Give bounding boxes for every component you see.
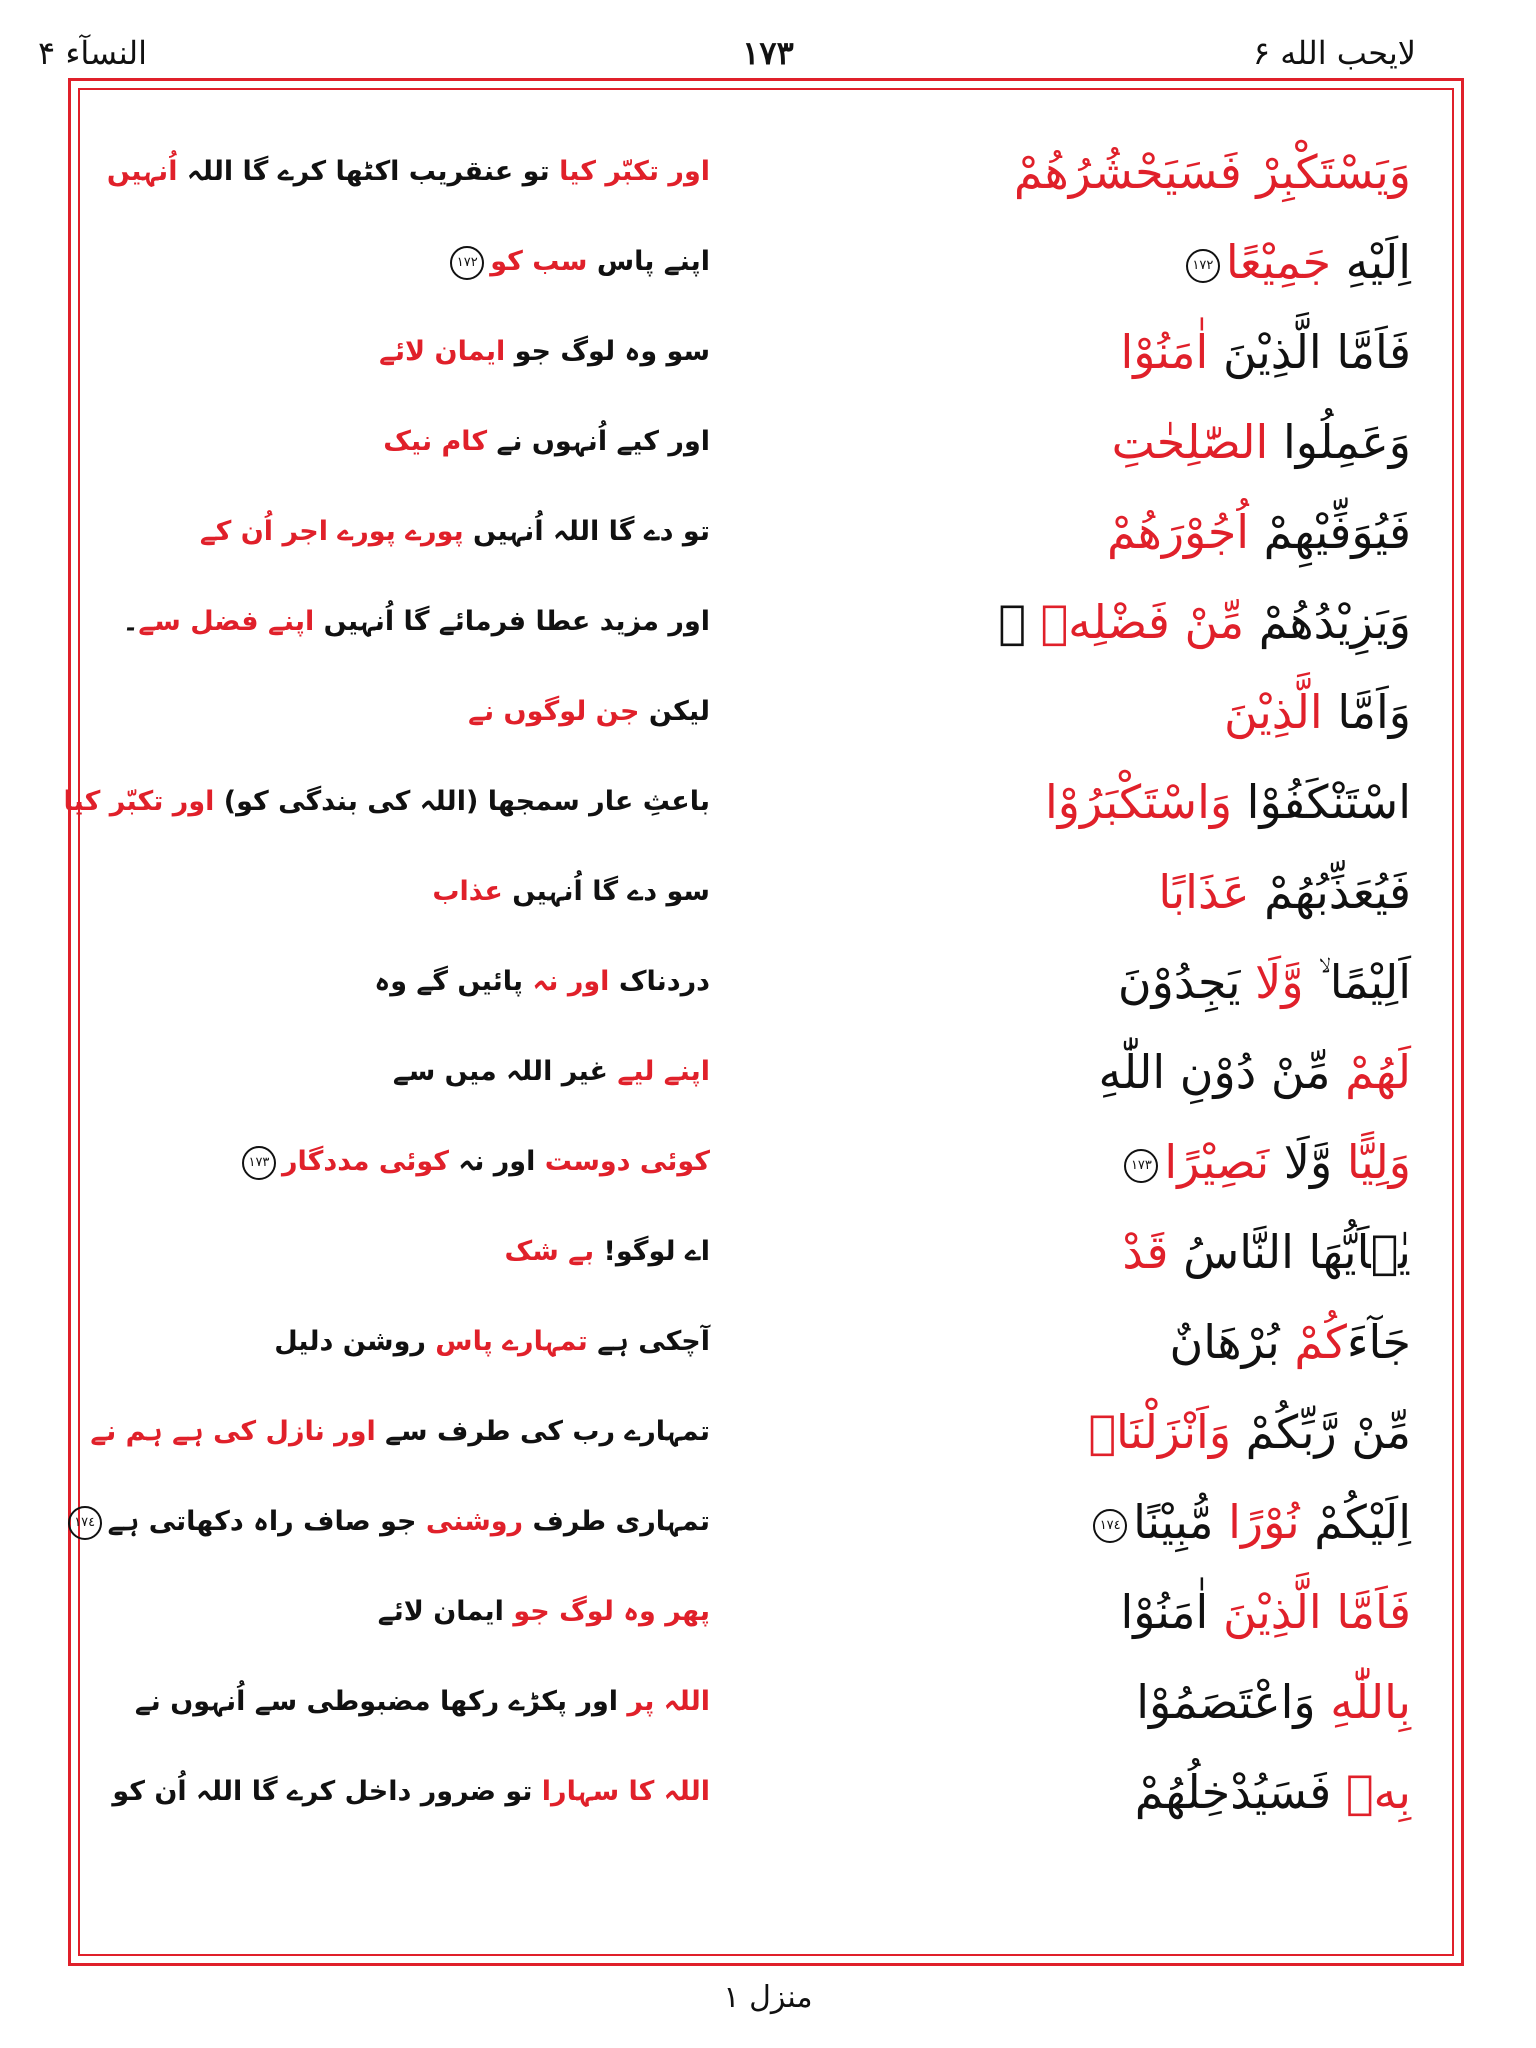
- translation-segment: پورے پورے اجر اُن کے: [199, 516, 464, 547]
- arabic-segment: اٰمَنُوْا: [1120, 1585, 1209, 1639]
- translation-segment: کام نیک: [383, 426, 488, 457]
- arabic-text: [851, 222, 1411, 302]
- arabic-text: [851, 402, 1411, 482]
- arabic-text: [851, 852, 1411, 932]
- arabic-text: [851, 132, 1411, 212]
- urdu-translation: [150, 312, 710, 392]
- translation-segment: سب کو: [490, 246, 588, 277]
- urdu-translation: [150, 402, 710, 482]
- urdu-translation: [150, 942, 710, 1022]
- arabic-segment: اُجُوْرَهُمْ: [1106, 505, 1250, 559]
- arabic-segment: فَاَمَّا الَّذِيْنَ: [1208, 1585, 1411, 1639]
- translation-segment: اپنے فضل سے: [138, 606, 315, 637]
- arabic-text: [851, 1752, 1411, 1832]
- arabic-text: [851, 762, 1411, 842]
- translation-segment: تو عنقریب اکٹھا کرے گا اللہ: [177, 156, 550, 187]
- verse-row: [74, 1482, 1436, 1562]
- arabic-segment: فَيُعَذِّبُهُمْ: [1249, 865, 1411, 919]
- arabic-segment: وَاَمَّا: [1322, 685, 1411, 739]
- arabic-segment: نُوْرًا: [1213, 1495, 1300, 1549]
- verse-row: [90, 1122, 1436, 1202]
- arabic-segment: لَهُمْ: [1330, 1045, 1411, 1099]
- translation-segment: اور تکبّر کیا: [63, 786, 215, 817]
- arabic-segment: نَصِيْرًا: [1164, 1135, 1270, 1189]
- arabic-segment: وَّلَا: [1269, 1135, 1333, 1189]
- urdu-translation: [150, 1572, 710, 1652]
- verse-row: [90, 672, 1436, 752]
- translation-segment: کوئی مددگار: [281, 1146, 449, 1177]
- urdu-translation: [63, 762, 710, 842]
- arabic-text: [851, 672, 1411, 752]
- arabic-text: [851, 312, 1411, 392]
- ayah-number-marker: ١٧٣: [242, 1146, 276, 1180]
- arabic-segment: فَسَيَحْشُرُهُمْ: [1013, 145, 1242, 199]
- translation-segment: اور پکڑے رکھا مضبوطی سے اُنہوں نے: [134, 1686, 619, 1717]
- verse-row: [90, 1032, 1436, 1112]
- translation-segment: اور کیے اُنہوں نے: [487, 426, 710, 457]
- translation-segment: تمہارے رب کی طرف سے: [375, 1416, 710, 1447]
- arabic-segment: جَآءَ: [1346, 1315, 1411, 1369]
- verse-row: [90, 942, 1436, 1022]
- ayah-number-marker: ١٧٤: [1093, 1509, 1127, 1543]
- translation-segment: تو ضرور داخل کرے گا اللہ اُن کو: [112, 1776, 533, 1807]
- arabic-text: [851, 1662, 1411, 1742]
- translation-segment: اور نازل کی ہے ہم نے: [90, 1416, 376, 1447]
- arabic-text: [851, 1572, 1411, 1652]
- arabic-segment: الصّٰلِحٰتِ: [1111, 415, 1269, 469]
- translation-segment: سو دے گا اُنہیں: [502, 876, 710, 907]
- arabic-segment: وَّلَا: [1240, 955, 1304, 1009]
- arabic-text: [851, 942, 1411, 1022]
- translation-segment: پائیں گے وہ: [374, 966, 524, 997]
- verse-row: [63, 762, 1436, 842]
- verse-row: [90, 132, 1436, 212]
- translation-segment: آچکی ہے: [587, 1326, 710, 1357]
- translation-segment: روشن دلیل: [274, 1326, 426, 1357]
- verse-row: [90, 1572, 1436, 1652]
- arabic-segment: كُمْ: [1279, 1315, 1347, 1369]
- verse-row: [90, 1302, 1436, 1382]
- translation-segment: تو دے گا اللہ اُنہیں: [463, 516, 710, 547]
- urdu-translation: [90, 1392, 710, 1472]
- translation-segment: ایمان لائے: [377, 1596, 504, 1627]
- urdu-translation: [134, 1662, 710, 1742]
- arabic-segment: اِلَيْكُمْ: [1299, 1495, 1411, 1549]
- urdu-translation: [150, 1212, 710, 1292]
- urdu-translation: [150, 492, 710, 572]
- translation-segment: عذاب: [432, 876, 503, 907]
- verse-row: [90, 1212, 1436, 1292]
- translation-segment: روشنی: [416, 1506, 524, 1537]
- verse-row: [90, 492, 1436, 572]
- arabic-segment: مِّنْ رَّبِّكُمْ: [1231, 1405, 1411, 1459]
- arabic-segment: وَيَسْتَكْبِرْ: [1241, 145, 1411, 199]
- translation-segment: جن لوگوں نے: [468, 696, 640, 727]
- verse-row: [90, 1392, 1436, 1472]
- ayah-number-marker: ١٧٤: [68, 1506, 102, 1540]
- translation-segment: غیر اللہ میں سے: [392, 1056, 608, 1087]
- urdu-translation: [150, 672, 710, 752]
- arabic-segment: فَسَيُدْخِلُهُمْ: [1134, 1765, 1332, 1819]
- urdu-translation: [150, 1302, 710, 1382]
- translation-segment: تمہارے پاس: [425, 1326, 588, 1357]
- arabic-segment: اسْتَنْكَفُوْا: [1232, 775, 1411, 829]
- translation-segment: اور نہ: [449, 1146, 536, 1177]
- ayah-number-marker: ١٧٣: [1124, 1149, 1158, 1183]
- verse-row: [90, 402, 1436, 482]
- arabic-segment: فَيُوَفِّيْهِمْ: [1249, 505, 1411, 559]
- translation-segment: کوئی دوست: [535, 1146, 710, 1177]
- urdu-translation: [150, 1032, 710, 1112]
- arabic-text: [851, 1122, 1411, 1202]
- urdu-translation: [150, 852, 710, 932]
- page-number: ١٧٣: [742, 34, 794, 72]
- translation-segment: سو وہ لوگ جو: [505, 336, 710, 367]
- verse-row: [90, 582, 1436, 662]
- urdu-translation: [112, 1752, 710, 1832]
- arabic-segment: وَاسْتَكْبَرُوْا: [1044, 775, 1233, 829]
- arabic-segment: وَلِيًّا: [1332, 1135, 1411, 1189]
- translation-segment: اُنہیں: [106, 156, 178, 187]
- arabic-text: [851, 492, 1411, 572]
- verse-row: [90, 1752, 1436, 1832]
- arabic-segment: بِهٖ: [1331, 1765, 1411, 1819]
- arabic-segment: بِاللّٰهِ: [1315, 1675, 1411, 1729]
- arabic-segment: وَاعْتَصَمُوْا: [1136, 1675, 1316, 1729]
- arabic-segment: ۚ: [998, 595, 1041, 649]
- ayah-number-marker: ١٧٢: [450, 246, 484, 280]
- translation-segment: ایمان لائے: [379, 336, 506, 367]
- arabic-segment: مُّبِيْنًا: [1133, 1495, 1214, 1549]
- juz-name-header: لايحب الله ۶: [1252, 34, 1416, 72]
- translation-segment: لیکن: [639, 696, 710, 727]
- urdu-translation: [106, 132, 710, 212]
- translation-segment: ۔: [122, 606, 139, 637]
- arabic-segment: يٰۤاَيُّهَا النَّاسُ: [1168, 1225, 1411, 1279]
- translation-segment: دردناک: [609, 966, 710, 997]
- translation-segment: باعثِ عار سمجھا (اللہ کی بندگی کو): [214, 786, 710, 817]
- arabic-segment: الَّذِيْنَ: [1223, 685, 1323, 739]
- translation-segment: پھر وہ لوگ جو: [503, 1596, 710, 1627]
- arabic-segment: اِلَيْهِ: [1331, 235, 1411, 289]
- urdu-translation: [74, 1482, 710, 1562]
- translation-segment: اللہ کا سہارا: [532, 1776, 710, 1807]
- translation-segment: اے لوگو!: [594, 1236, 710, 1267]
- translation-segment: اور نہ: [523, 966, 610, 997]
- arabic-segment: وَعَمِلُوا: [1268, 415, 1411, 469]
- translation-segment: اور مزید عطا فرمائے گا اُنہیں: [314, 606, 710, 637]
- arabic-segment: عَذَابًا: [1158, 865, 1250, 919]
- arabic-text: [851, 1302, 1411, 1382]
- translation-segment: اپنے پاس: [587, 246, 710, 277]
- arabic-segment: وَيَزِيْدُهُمْ: [1244, 595, 1411, 649]
- urdu-translation: [122, 582, 710, 662]
- translation-segment: اور تکبّر کیا: [549, 156, 710, 187]
- arabic-segment: يَجِدُوْنَ: [1117, 955, 1241, 1009]
- verse-row: [90, 312, 1436, 392]
- translation-segment: اپنے لیے: [607, 1056, 710, 1087]
- arabic-segment: مِّنْ فَضْلِهٖ: [1040, 595, 1245, 649]
- arabic-segment: بُرْهَانٌ: [1169, 1315, 1280, 1369]
- arabic-segment: فَاَمَّا الَّذِيْنَ: [1208, 325, 1411, 379]
- translation-segment: بے شک: [504, 1236, 595, 1267]
- translation-segment: اللہ پر: [618, 1686, 710, 1717]
- verse-row: [90, 222, 1436, 302]
- manzil-footer: منزل ۱: [723, 1980, 813, 2015]
- arabic-text: [851, 1212, 1411, 1292]
- arabic-text: [851, 582, 1411, 662]
- translation-segment: جو صاف راہ دکھاتی ہے: [107, 1506, 417, 1537]
- arabic-segment: جَمِيْعًا: [1225, 235, 1332, 289]
- arabic-text: [851, 1392, 1411, 1472]
- ayah-number-marker: ١٧٢: [1186, 249, 1220, 283]
- verse-rows: [63, 112, 1436, 1942]
- verse-row: [90, 1662, 1436, 1742]
- arabic-segment: وَاَنْزَلْنَاۤ: [1088, 1405, 1232, 1459]
- arabic-segment: اَلِيْمًا ۙ: [1303, 955, 1411, 1009]
- arabic-segment: مِّنْ دُوْنِ اللّٰهِ: [1098, 1045, 1331, 1099]
- arabic-segment: قَدْ: [1122, 1225, 1169, 1279]
- arabic-segment: اٰمَنُوْا: [1120, 325, 1209, 379]
- translation-segment: تمہاری طرف: [523, 1506, 710, 1537]
- surah-name-header: النسآء ۴: [38, 34, 147, 72]
- urdu-translation: [150, 1122, 710, 1202]
- arabic-text: [851, 1482, 1411, 1562]
- arabic-text: [851, 1032, 1411, 1112]
- urdu-translation: [150, 222, 710, 302]
- verse-row: [90, 852, 1436, 932]
